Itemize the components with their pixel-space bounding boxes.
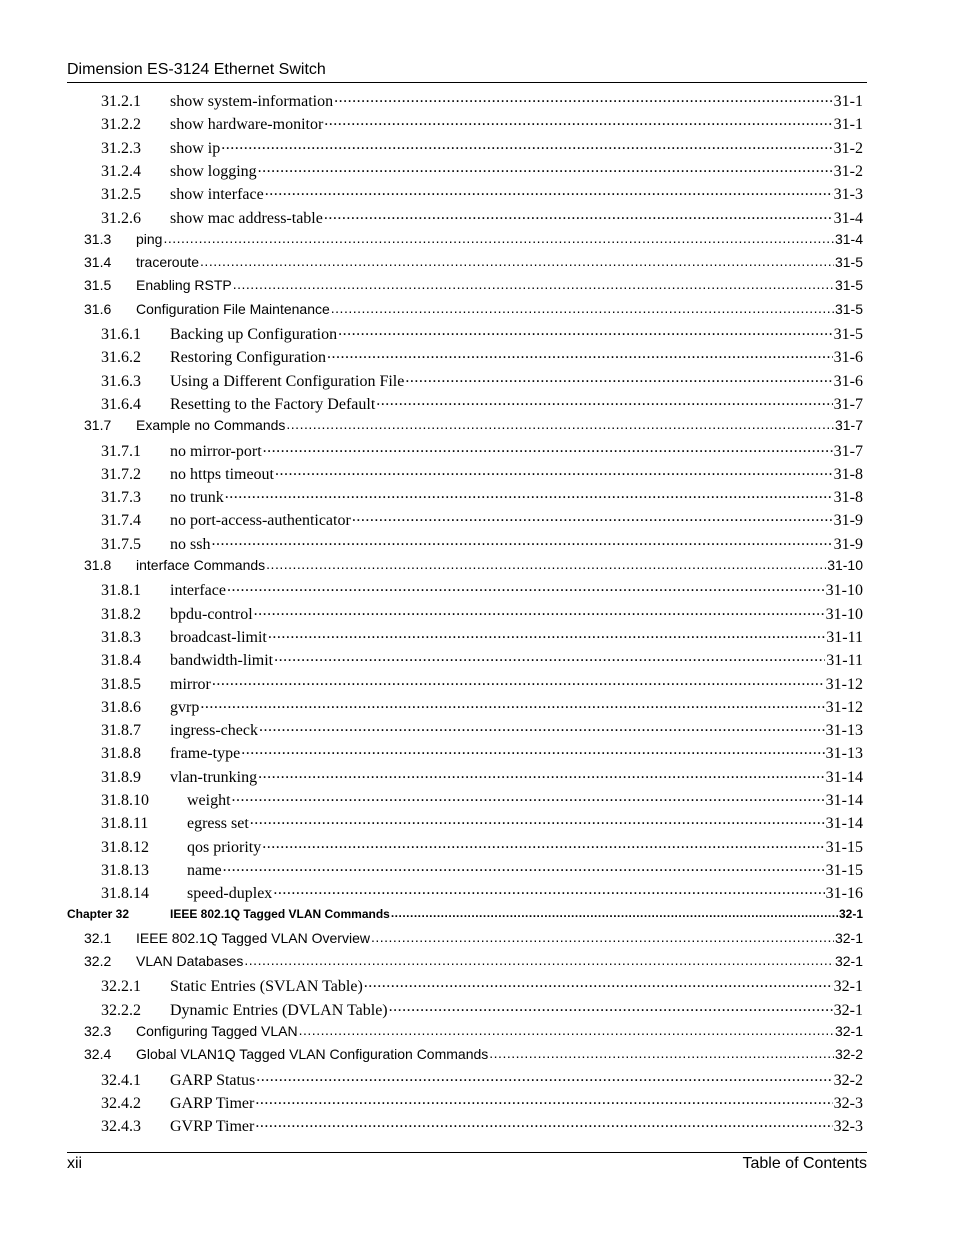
dot-leader	[268, 626, 825, 642]
dot-leader	[266, 556, 826, 570]
toc-entry-number: 31.8.6	[101, 699, 141, 716]
toc-entry-page: 31-5	[834, 254, 863, 270]
toc-entry-title: Backing up Configuration	[170, 326, 338, 343]
toc-entry-title: speed-duplex	[187, 885, 273, 902]
dot-leader	[327, 346, 833, 362]
toc-entry-number: 31.8.10	[101, 792, 149, 809]
toc-entry-title: no mirror-port	[170, 443, 262, 460]
toc-entry-number: 32.3	[84, 1023, 112, 1039]
toc-entry-number: 31.8.4	[101, 652, 141, 669]
toc-entry-page: 31-8	[833, 466, 863, 483]
toc-entry[interactable]	[101, 975, 863, 997]
toc-entry-page: 32-1	[833, 978, 863, 995]
toc-entry-number: 31.8.7	[101, 722, 141, 739]
toc-entry-page: 32-1	[834, 1023, 863, 1039]
toc-entry[interactable]	[101, 1069, 863, 1091]
toc-entry-page: 31-6	[833, 349, 863, 366]
dot-leader	[274, 649, 825, 665]
toc-entry-page: 31-13	[825, 745, 863, 762]
toc-entry-title: Static Entries (SVLAN Table)	[170, 978, 363, 995]
toc-entry-number: 31.7.4	[101, 512, 141, 529]
toc-entry-page: 31-5	[834, 301, 863, 317]
dot-leader	[200, 696, 824, 712]
toc-entry-number: 31.2.1	[101, 93, 141, 110]
toc-entry-page: 31-1	[833, 116, 863, 133]
dot-leader	[265, 183, 833, 199]
toc-entry[interactable]	[101, 137, 863, 159]
toc-entry-page: 31-6	[833, 373, 863, 390]
toc-entry[interactable]	[101, 90, 863, 112]
dot-leader	[255, 1115, 832, 1131]
toc-entry-title: broadcast-limit	[170, 629, 267, 646]
toc-entry-number: 31.7.2	[101, 466, 141, 483]
toc-entry-number: 31.8.1	[101, 582, 141, 599]
dot-leader	[371, 929, 834, 943]
toc-entry-number: 31.6	[84, 301, 112, 317]
dot-leader	[258, 160, 833, 176]
toc-entry-title: Configuration File Maintenance	[136, 301, 330, 317]
toc-entry-title: show mac address-table	[170, 210, 323, 227]
dot-leader	[223, 859, 825, 875]
toc-entry-title: qos priority	[187, 839, 262, 856]
dot-leader	[286, 416, 834, 430]
dot-leader	[262, 836, 824, 852]
toc-entry[interactable]	[101, 649, 863, 671]
toc-entry-title: show hardware-monitor	[170, 116, 324, 133]
dot-leader	[244, 952, 834, 966]
toc-entry-page: 32-3	[833, 1095, 863, 1112]
toc-entry[interactable]	[101, 882, 863, 904]
dot-leader	[259, 719, 825, 735]
toc-entry-page: 31-15	[825, 862, 863, 879]
dot-leader	[254, 603, 825, 619]
toc-entry-page: 31-8	[833, 489, 863, 506]
dot-leader	[255, 1092, 832, 1108]
toc-entry-title: bandwidth-limit	[170, 652, 274, 669]
toc-entry-title: GVRP Timer	[170, 1118, 255, 1135]
toc-entry-page: 32-1	[834, 930, 863, 946]
toc-entry-title: mirror	[170, 676, 211, 693]
dot-leader	[227, 579, 825, 595]
toc-entry-number: 31.2.4	[101, 163, 141, 180]
dot-leader	[376, 393, 832, 409]
toc-entry-number: 32.1	[84, 930, 112, 946]
toc-entry-title: show ip	[170, 140, 221, 157]
toc-entry-page: 31-10	[827, 557, 863, 573]
toc-entry[interactable]	[84, 1045, 863, 1067]
toc-entry[interactable]	[101, 696, 863, 718]
toc-entry-page: 31-5	[834, 277, 863, 293]
toc-entry-title: show system-information	[170, 93, 334, 110]
toc-entry-number: 32.4	[84, 1046, 112, 1062]
toc-entry-number: 31.8.2	[101, 606, 141, 623]
dot-leader	[200, 253, 834, 267]
dot-leader	[233, 276, 834, 290]
toc-entry[interactable]	[84, 952, 863, 974]
toc-entry-title: ping	[136, 231, 163, 247]
toc-entry-page: 32-1	[838, 907, 863, 921]
toc-entry-page: 32-1	[834, 953, 863, 969]
toc-entry-number: 31.2.2	[101, 116, 141, 133]
dot-leader	[324, 207, 833, 223]
toc-entry[interactable]	[101, 393, 863, 415]
dot-leader	[324, 113, 832, 129]
toc-entry-page: 31-9	[833, 536, 863, 553]
toc-entry[interactable]	[84, 929, 863, 951]
toc-entry-number: 31.8.14	[101, 885, 149, 902]
toc-entry[interactable]	[101, 1115, 863, 1137]
toc-entry[interactable]	[101, 766, 863, 788]
toc-entry[interactable]	[101, 370, 863, 392]
toc-entry[interactable]	[101, 533, 863, 555]
toc-entry[interactable]	[101, 183, 863, 205]
toc-entry-page: 31-9	[833, 512, 863, 529]
toc-entry-number: 31.8.12	[101, 839, 149, 856]
toc-entry[interactable]	[101, 626, 863, 648]
toc-entry-page: 31-14	[825, 792, 863, 809]
toc-entry-title: weight	[187, 792, 231, 809]
toc-entry[interactable]	[67, 906, 863, 928]
toc-entry[interactable]	[101, 859, 863, 881]
dot-leader	[211, 533, 832, 549]
footer-divider	[67, 1152, 867, 1153]
dot-leader	[275, 463, 833, 479]
running-header: Dimension ES-3124 Ethernet Switch	[67, 61, 326, 78]
toc-entry-title: IEEE 802.1Q Tagged VLAN Overview	[136, 930, 370, 946]
toc-entry-title: interface	[170, 582, 226, 599]
toc-entry[interactable]	[101, 113, 863, 135]
toc-entry-title: Resetting to the Factory Default	[170, 396, 376, 413]
toc-entry-title: no ssh	[170, 536, 211, 553]
toc-entry-number: 31.6.1	[101, 326, 141, 343]
toc-entry[interactable]	[101, 509, 863, 531]
toc-entry-title: VLAN Databases	[136, 953, 244, 969]
toc-entry-number: 31.2.6	[101, 210, 141, 227]
dot-leader	[225, 486, 833, 502]
toc-entry-number: 31.8.9	[101, 769, 141, 786]
toc-entry-title: Example no Commands	[136, 417, 286, 433]
toc-entry-number: 31.8.8	[101, 745, 141, 762]
toc-entry[interactable]	[101, 603, 863, 625]
toc-entry-title: Global VLAN1Q Tagged VLAN Configuration Commands	[136, 1046, 489, 1062]
toc-entry-number: 31.3	[84, 231, 112, 247]
toc-entry-page: 31-10	[825, 582, 863, 599]
toc-entry-title: Configuring Tagged VLAN	[136, 1023, 298, 1039]
toc-entry-title: bpdu-control	[170, 606, 253, 623]
toc-entry-title: Dynamic Entries (DVLAN Table)	[170, 1002, 388, 1019]
toc-entry-number: 31.8.3	[101, 629, 141, 646]
dot-leader	[364, 975, 833, 991]
dot-leader	[263, 440, 833, 456]
toc-entry-page: 32-2	[834, 1046, 863, 1062]
toc-entry[interactable]	[101, 346, 863, 368]
toc-entry-title: no trunk	[170, 489, 224, 506]
toc-entry-page: 31-12	[825, 699, 863, 716]
toc-entry-number: 31.2.5	[101, 186, 141, 203]
toc-entry[interactable]	[84, 556, 863, 578]
toc-entry-page: 31-2	[833, 140, 863, 157]
toc-entry[interactable]	[101, 207, 863, 229]
toc-entry-title: no https timeout	[170, 466, 274, 483]
toc-entry-page: 31-7	[833, 396, 863, 413]
dot-leader	[256, 1069, 832, 1085]
dot-leader	[405, 370, 832, 386]
toc-entry-number: 32.2.1	[101, 978, 141, 995]
dot-leader	[232, 789, 825, 805]
toc-entry-number: 31.5	[84, 277, 112, 293]
dot-leader	[258, 766, 825, 782]
toc-entry-title: gvrp	[170, 699, 200, 716]
dot-leader	[352, 509, 833, 525]
toc-entry[interactable]	[84, 416, 863, 438]
toc-entry-title: vlan-trunking	[170, 769, 258, 786]
toc-entry[interactable]	[101, 463, 863, 485]
toc-entry-page: 31-13	[825, 722, 863, 739]
toc-entry-title: show interface	[170, 186, 264, 203]
toc-entry-number: 32.4.2	[101, 1095, 141, 1112]
toc-entry-number: 32.2	[84, 953, 112, 969]
toc-entry-page: 32-2	[833, 1072, 863, 1089]
dot-leader	[273, 882, 824, 898]
toc-entry[interactable]	[84, 276, 863, 298]
toc-entry-page: 31-10	[825, 606, 863, 623]
dot-leader	[299, 1022, 834, 1036]
toc-entry-page: 31-16	[825, 885, 863, 902]
toc-entry-page: 31-11	[826, 652, 863, 669]
toc-entry[interactable]	[84, 1022, 863, 1044]
toc-entry-number: 32.2.2	[101, 1002, 141, 1019]
toc-entry-page: 31-5	[833, 326, 863, 343]
toc-entry[interactable]	[101, 999, 863, 1021]
toc-entry-number: 31.2.3	[101, 140, 141, 157]
page-number: xii	[67, 1155, 83, 1172]
toc-entry-number: 31.8	[84, 557, 112, 573]
dot-leader	[221, 137, 832, 153]
toc-entry-number: 31.6.3	[101, 373, 141, 390]
toc-entry-title: Using a Different Configuration File	[170, 373, 405, 390]
toc-entry-title: egress set	[187, 815, 249, 832]
toc-entry-title: GARP Status	[170, 1072, 256, 1089]
toc-entry-title: no port-access-authenticator	[170, 512, 351, 529]
toc-entry-page: 31-2	[833, 163, 863, 180]
toc-entry-number: 31.6.4	[101, 396, 141, 413]
dot-leader	[250, 812, 825, 828]
toc-entry-page: 31-15	[825, 839, 863, 856]
toc-entry-page: 31-4	[834, 231, 863, 247]
toc-entry-title: Restoring Configuration	[170, 349, 326, 366]
toc-entry-title: frame-type	[170, 745, 241, 762]
dot-leader	[389, 999, 833, 1015]
toc-entry[interactable]	[101, 812, 863, 834]
toc-entry-title: Enabling RSTP	[136, 277, 232, 293]
toc-entry-number: 32.4.1	[101, 1072, 141, 1089]
dot-leader	[338, 323, 833, 339]
toc-entry-page: 32-3	[833, 1118, 863, 1135]
dot-leader	[163, 230, 834, 244]
dot-leader	[212, 673, 825, 689]
toc-entry-page: 31-14	[825, 815, 863, 832]
toc-entry-number: 31.8.5	[101, 676, 141, 693]
toc-entry[interactable]	[101, 673, 863, 695]
toc-entry[interactable]	[101, 160, 863, 182]
toc-entry-number: 31.8.11	[101, 815, 149, 832]
toc-entry-title: IEEE 802.1Q Tagged VLAN Commands	[170, 907, 390, 921]
dot-leader	[391, 906, 838, 918]
toc-entry-page: 31-7	[833, 443, 863, 460]
toc-entry[interactable]	[101, 836, 863, 858]
toc-entry-title: show logging	[170, 163, 257, 180]
toc-entry-title: name	[187, 862, 222, 879]
toc-entry[interactable]	[101, 323, 863, 345]
toc-entry-number: 32.4.3	[101, 1118, 141, 1135]
toc-entry-number: 31.4	[84, 254, 112, 270]
toc-entry-number: 31.7.5	[101, 536, 141, 553]
toc-entry-number: Chapter 32	[67, 907, 130, 921]
toc-entry-title: interface Commands	[136, 557, 266, 573]
toc-entry[interactable]	[101, 719, 863, 741]
toc-entry[interactable]	[101, 486, 863, 508]
toc-entry-page: 31-12	[825, 676, 863, 693]
toc-entry-number: 31.6.2	[101, 349, 141, 366]
toc-entry-page: 31-11	[826, 629, 863, 646]
toc-entry[interactable]	[84, 230, 863, 252]
toc-entry-page: 31-14	[825, 769, 863, 786]
toc-entry-page: 31-4	[833, 210, 863, 227]
dot-leader	[331, 300, 834, 314]
dot-leader	[334, 90, 833, 106]
toc-entry[interactable]	[101, 742, 863, 764]
toc-entry-number: 31.7.3	[101, 489, 141, 506]
toc-entry-number: 31.7	[84, 417, 112, 433]
toc-entry-number: 31.7.1	[101, 443, 141, 460]
toc-entry-page: 31-1	[833, 93, 863, 110]
section-name: Table of Contents	[742, 1155, 867, 1172]
dot-leader	[489, 1045, 834, 1059]
toc-entry-title: GARP Timer	[170, 1095, 255, 1112]
toc-entry[interactable]	[101, 579, 863, 601]
toc-entry-title: traceroute	[136, 254, 200, 270]
toc-entry-number: 31.8.13	[101, 862, 149, 879]
toc-entry-page: 31-3	[833, 186, 863, 203]
toc-entry[interactable]	[101, 789, 863, 811]
toc-entry[interactable]	[84, 253, 863, 275]
toc-entry-title: ingress-check	[170, 722, 258, 739]
toc-entry-page: 31-7	[834, 417, 863, 433]
dot-leader	[241, 742, 824, 758]
toc-entry[interactable]	[101, 440, 863, 462]
toc-entry-page: 32-1	[833, 1002, 863, 1019]
toc-entry[interactable]	[101, 1092, 863, 1114]
toc-entry[interactable]	[84, 300, 863, 322]
